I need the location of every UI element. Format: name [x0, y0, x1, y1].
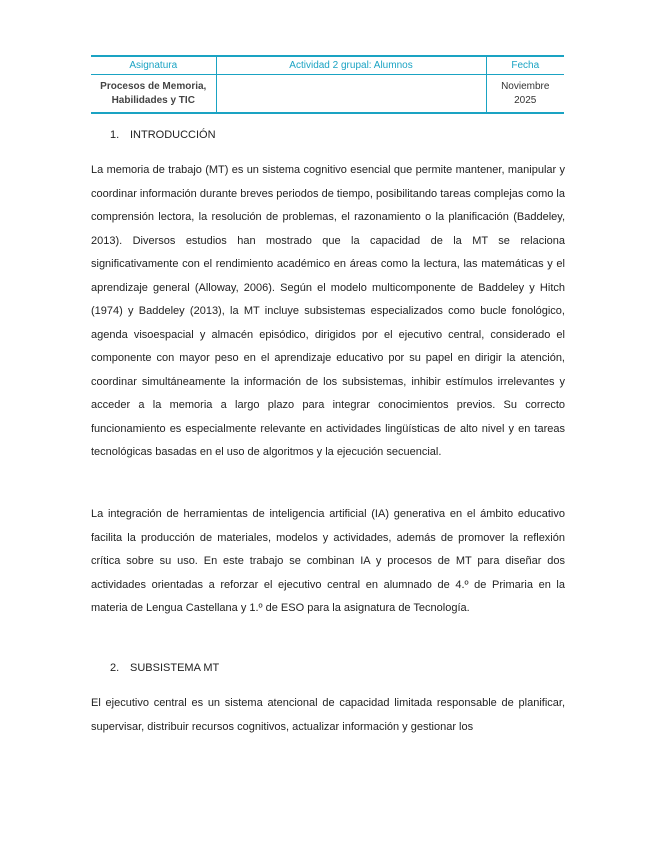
header-values-row	[91, 75, 564, 114]
header-activity-label: Actividad 2 grupal: Alumnos	[216, 56, 486, 75]
section-heading-introduccion	[110, 129, 216, 141]
date-value	[486, 75, 564, 114]
date-value-line2: 2025	[514, 94, 537, 106]
subject-value-line1: Procesos de Memoria,	[100, 80, 207, 92]
activity-value	[216, 75, 486, 114]
section-number: 2.	[110, 662, 120, 674]
section-number: 1.	[110, 129, 120, 141]
section-title: INTRODUCCIÓN	[130, 129, 216, 141]
header-subject-label: Asignatura	[91, 56, 216, 75]
paragraph-introduccion-2: La integración de herramientas de inteligencia artificial (IA) generativa en el ámbito educativo facilita la producción de materiales, modelos y actividades, además de promover la reflexión crítica sobre su uso. En este trabajo se combinan IA y procesos de MT para diseñar dos actividades orientadas a reforzar el ejecutivo central en alumnado de 4.º de Primaria en la materia de Lengua Castellana y 1.º de ESO para la asignatura de Tecnología.	[91, 508, 565, 614]
header-row	[91, 56, 564, 75]
document-header-table	[91, 55, 564, 114]
header-date-label: Fecha	[486, 56, 564, 75]
section-title: SUBSISTEMA MT	[130, 662, 220, 674]
section-heading-subsistema-mt	[110, 662, 219, 674]
date-value-line1: Noviembre	[501, 80, 550, 92]
paragraph-introduccion-1: La memoria de trabajo (MT) es un sistema cognitivo esencial que permite mantener, manipular y coordinar información durante breves periodos de tiempo, posibilitando tareas complejas como la comprensión lectora, la resolución de problemas, el razonamiento o la planificación (Baddeley, 2013). Diversos estudios han mostrado que la capacidad de la MT se relaciona significativamente con el rendimiento académico en áreas como la lectura, las matemáticas y el aprendizaje general (Alloway, 2006). Según el modelo multicomponente de Baddeley y Hitch (1974) y Baddeley (2013), la MT incluye subsistemas especializados como bucle fonológico, agenda visoespacial y almacén episódico, dirigidos por el ejecutivo central, considerado el componente con mayor peso en el aprendizaje educativo por su papel en dirigir la atención, coordinar simultáneamente la información de los subsistemas, inhibir estímulos irrelevantes y acceder a la memoria a largo plazo para integrar conocimientos previos. Su correcto funcionamiento es especialmente relevante en actividades lingüísticas de alto nivel y en tareas tecnológicas basadas en el uso de algoritmos y la ejecución secuencial.	[91, 164, 565, 458]
subject-value	[91, 75, 216, 114]
subject-value-line2: Habilidades y TIC	[111, 94, 195, 106]
paragraph-subsistema-1: El ejecutivo central es un sistema atencional de capacidad limitada responsable de planificar, supervisar, distribuir recursos cognitivos, actualizar información y gestionar los	[91, 697, 565, 733]
